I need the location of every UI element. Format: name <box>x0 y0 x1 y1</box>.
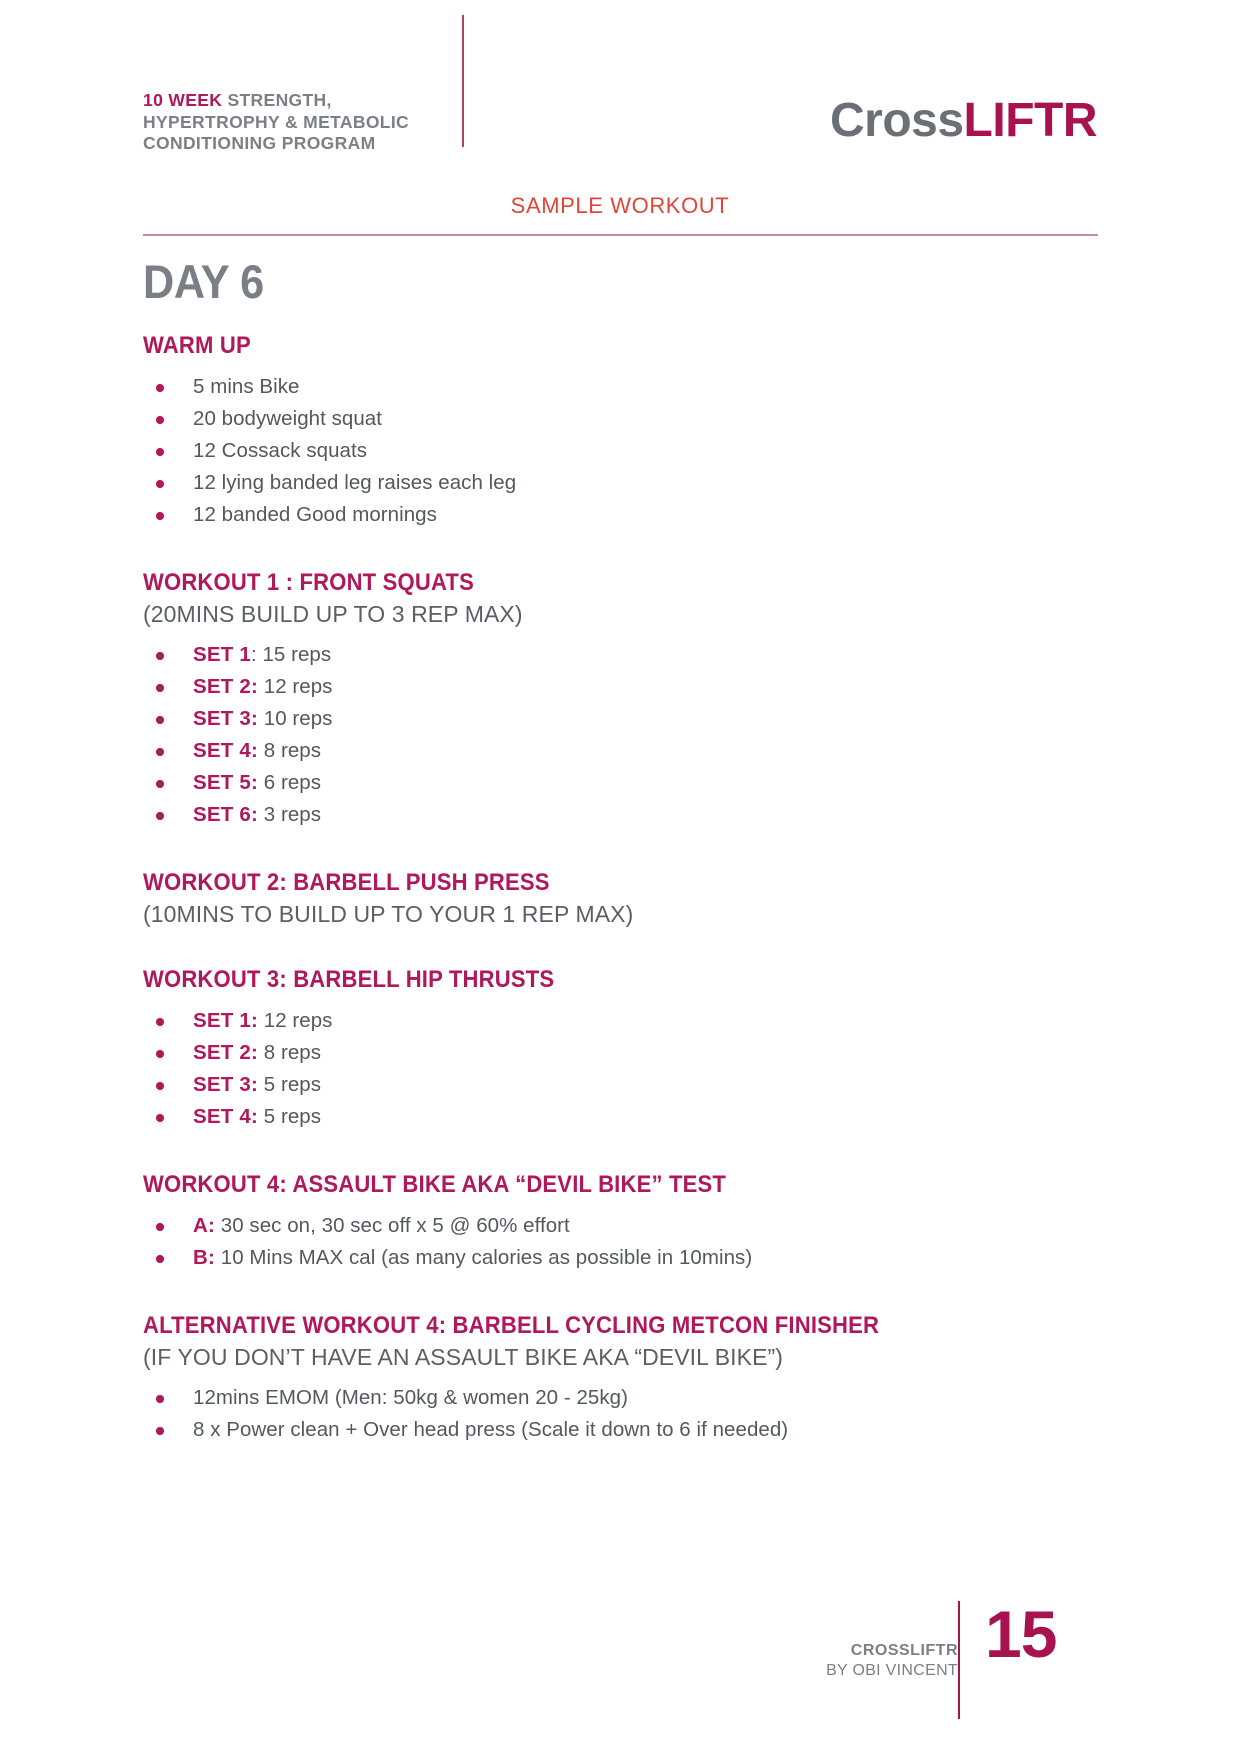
list-item <box>143 1382 1123 1414</box>
page-header <box>0 0 1240 240</box>
list-item-label: SET 1 <box>193 643 251 666</box>
section-spacer <box>143 1274 1123 1312</box>
list-item <box>143 467 1123 499</box>
footer-divider <box>958 1601 960 1719</box>
list-item-text: 12 reps <box>258 1009 333 1032</box>
list-item <box>143 1414 1123 1446</box>
list-item <box>143 403 1123 435</box>
page-number: 15 <box>985 1597 1057 1671</box>
footer-brand <box>826 1641 958 1681</box>
sample-workout-label: SAMPLE WORKOUT <box>510 193 730 218</box>
list-item-label: SET 3: <box>193 707 258 730</box>
list-item-text: 12 lying banded leg raises each leg <box>193 471 517 494</box>
list-item-label: B: <box>193 1246 216 1269</box>
list-item-label: SET 1: <box>193 1009 258 1032</box>
section-spacer <box>143 1133 1123 1171</box>
list-item-text: 3 reps <box>258 803 322 826</box>
list-item-text: 8 x Power clean + Over head press (Scale it down to 6 if needed) <box>193 1418 789 1441</box>
workout-section <box>143 869 1123 928</box>
list-item <box>143 639 1123 671</box>
list-item <box>143 1069 1123 1101</box>
header-horizontal-divider <box>143 234 1098 236</box>
section-list <box>143 1382 1123 1446</box>
workout-section <box>143 1171 1123 1274</box>
section-subtitle: (IF YOU DON’T HAVE AN ASSAULT BIKE AKA “DEVIL BIKE”) <box>143 1344 784 1370</box>
list-item-text: 20 bodyweight squat <box>193 407 383 430</box>
page-title: DAY 6 <box>143 255 264 308</box>
page-footer <box>0 1573 1240 1753</box>
list-item <box>143 767 1123 799</box>
section-title: WORKOUT 1 : FRONT SQUATS <box>143 569 474 596</box>
section-subtitle: (10MINS TO BUILD UP TO YOUR 1 REP MAX) <box>143 901 634 927</box>
list-item-text: 8 reps <box>258 739 322 762</box>
footer-brand-name: CROSSLIFTR <box>850 1642 958 1659</box>
workout-section <box>143 1312 1123 1446</box>
list-item-text: 10 Mins MAX cal (as many calories as possible in 10mins) <box>215 1246 753 1269</box>
section-list <box>143 371 1123 531</box>
list-item <box>143 1101 1123 1133</box>
list-item-text: 30 sec on, 30 sec off x 5 @ 60% effort <box>215 1214 570 1237</box>
section-title: WORKOUT 2: BARBELL PUSH PRESS <box>143 869 550 896</box>
section-title: WORKOUT 3: BARBELL HIP THRUSTS <box>143 966 555 993</box>
list-item-label: A: <box>193 1214 216 1237</box>
section-spacer <box>143 928 1123 966</box>
list-item <box>143 1210 1123 1242</box>
list-item-text: 5 mins Bike <box>193 375 300 398</box>
section-subtitle: (20MINS BUILD UP TO 3 REP MAX) <box>143 601 523 627</box>
list-item-label: SET 5: <box>193 771 258 794</box>
list-item <box>143 1005 1123 1037</box>
workout-section <box>143 332 1123 531</box>
section-list <box>143 1210 1123 1274</box>
list-item <box>143 799 1123 831</box>
list-item-text: 10 reps <box>258 707 333 730</box>
section-list <box>143 1005 1123 1133</box>
list-item-label: SET 3: <box>193 1073 258 1096</box>
list-item-text: : 15 reps <box>250 643 332 666</box>
list-item-label: SET 2: <box>193 1041 258 1064</box>
list-item <box>143 735 1123 767</box>
list-item-text: 12 Cossack squats <box>193 439 368 462</box>
list-item <box>143 1242 1123 1274</box>
program-tagline-rest: STRENGTH, HYPERTROPHY & METABOLIC CONDITIONING PROGRAM <box>143 90 410 153</box>
program-tagline-accent: 10 WEEK <box>143 90 223 110</box>
workout-content <box>143 255 1123 1446</box>
section-spacer <box>143 531 1123 569</box>
list-item-label: SET 6: <box>193 803 258 826</box>
section-title: ALTERNATIVE WORKOUT 4: BARBELL CYCLING METCON FINISHER <box>143 1312 880 1339</box>
section-list <box>143 639 1123 831</box>
workout-section <box>143 569 1123 831</box>
list-item-label: SET 2: <box>193 675 258 698</box>
list-item-text: 12mins EMOM (Men: 50kg & women 20 - 25kg) <box>193 1386 628 1409</box>
list-item-text: 12 reps <box>258 675 333 698</box>
list-item-label: SET 4: <box>193 1105 258 1128</box>
brand-logo <box>830 95 1097 147</box>
section-title: WORKOUT 4: ASSAULT BIKE AKA “DEVIL BIKE” TEST <box>143 1171 727 1198</box>
sections-container <box>143 332 1123 1446</box>
list-item-text: 8 reps <box>258 1041 322 1064</box>
list-item-label: SET 4: <box>193 739 258 762</box>
program-tagline <box>143 90 443 155</box>
brand-logo-part2: LIFTR <box>963 94 1097 147</box>
list-item-text: 6 reps <box>258 771 322 794</box>
list-item <box>143 671 1123 703</box>
section-title: WARM UP <box>143 332 251 359</box>
list-item-text: 12 banded Good mornings <box>193 503 437 526</box>
brand-logo-part1: Cross <box>829 94 964 147</box>
list-item <box>143 499 1123 531</box>
list-item-text: 5 reps <box>258 1073 322 1096</box>
list-item <box>143 435 1123 467</box>
list-item <box>143 371 1123 403</box>
section-spacer <box>143 831 1123 869</box>
list-item <box>143 1037 1123 1069</box>
list-item-text: 5 reps <box>258 1105 322 1128</box>
footer-byline: BY OBI VINCENT <box>826 1662 958 1679</box>
list-item <box>143 703 1123 735</box>
header-vertical-divider <box>462 15 464 147</box>
workout-section <box>143 966 1123 1133</box>
